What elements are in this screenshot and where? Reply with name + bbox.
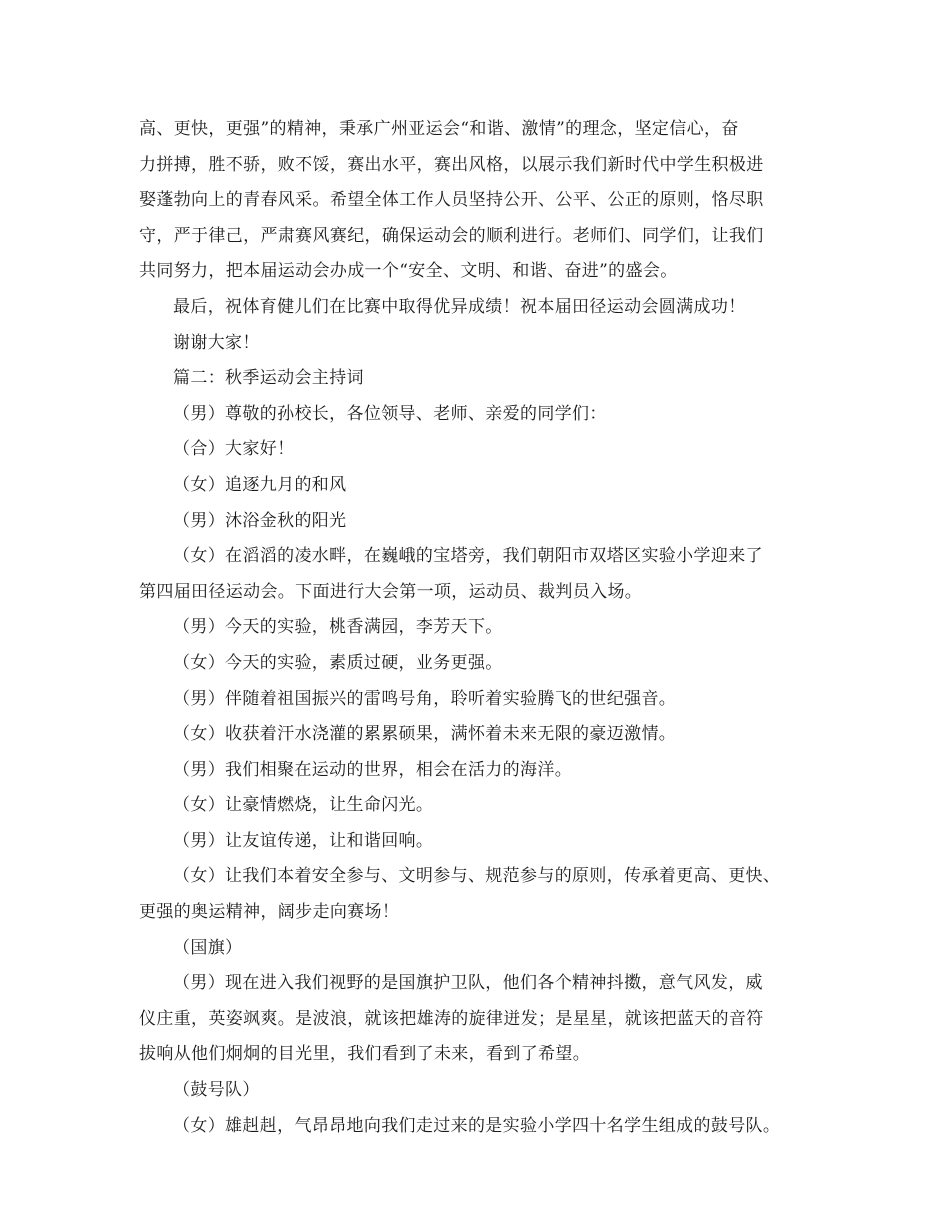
text-line: （女）追逐九月的和风 (173, 474, 347, 495)
text-line: （女）收获着汗水浇灌的累累硕果，满怀着未来无限的豪迈激情。 (173, 724, 677, 745)
text-line: 最后，祝体育健儿们在比赛中取得优异成绩！祝本届田径运动会圆满成功！ (173, 296, 746, 317)
text-line: 拔响从他们炯炯的目光里，我们看到了未来，看到了希望。 (139, 1044, 591, 1065)
text-line: （男）今天的实验，桃香满园，李芳天下。 (173, 617, 503, 638)
text-line: 谢谢大家！ (173, 332, 260, 353)
text-line: （男）沐浴金秋的阳光 (173, 510, 347, 531)
text-line: 娶蓬勃向上的青春风采。希望全体工作人员坚持公开、公平、公正的原则，恪尽职 (139, 190, 764, 211)
text-line: 力拼搏，胜不骄，败不馁，赛出水平，赛出风格，以展示我们新时代中学生积极进 (139, 154, 764, 175)
text-line: （女）让我们本着安全参与、文明参与、规范参与的原则，传承着更高、更快、 (173, 866, 781, 887)
text-line: （鼓号队） (173, 1080, 260, 1101)
text-line: 共同努力，把本届运动会办成一个“安全、文明、和谐、奋进”的盛会。 (139, 261, 678, 282)
text-line: 守，严于律己，严肃赛风赛纪，确保运动会的顺利进行。老师们、同学们，让我们 (139, 225, 764, 246)
text-line: （男）现在进入我们视野的是国旗护卫队，他们各个精神抖擞，意气风发，威 (173, 973, 763, 994)
text-line: （女）在滔滔的凌水畔，在巍峨的宝塔旁，我们朝阳市双塔区实验小学迎来了 (173, 546, 763, 567)
text-line: （女）雄赳赳，气昂昂地向我们走过来的是实验小学四十名学生组成的鼓号队。 (173, 1115, 781, 1136)
text-line: （男）伴随着祖国振兴的雷鸣号角，聆听着实验腾飞的世纪强音。 (173, 688, 677, 709)
text-line: 第四届田径运动会。下面进行大会第一项，运动员、裁判员入场。 (139, 581, 643, 602)
text-line: （女）今天的实验，素质过硬，业务更强。 (173, 652, 503, 673)
text-line: （国旗） (173, 937, 243, 958)
section-heading: 篇二：秋季运动会主持词 (173, 368, 364, 389)
text-line: 仪庄重，英姿飒爽。是波浪，就该把雄涛的旋律迸发；是星星，就该把蓝天的音符 (139, 1008, 764, 1029)
text-line: （女）让豪情燃烧，让生命闪光。 (173, 795, 434, 816)
text-line: （男）我们相聚在运动的世界，相会在活力的海洋。 (173, 759, 573, 780)
text-line: （男）尊敬的孙校长，各位领导、老师、亲爱的同学们： (173, 403, 607, 424)
text-line: 更强的奥运精神，阔步走向赛场！ (139, 902, 400, 923)
text-line: 高、更快，更强”的精神，秉承广州亚运会“和谐、激情”的理念，坚定信心，奋 (139, 119, 739, 139)
document-body (139, 112, 827, 1144)
text-line: （合）大家好！ (173, 439, 295, 460)
text-line: （男）让友谊传递，让和谐回响。 (173, 830, 434, 851)
